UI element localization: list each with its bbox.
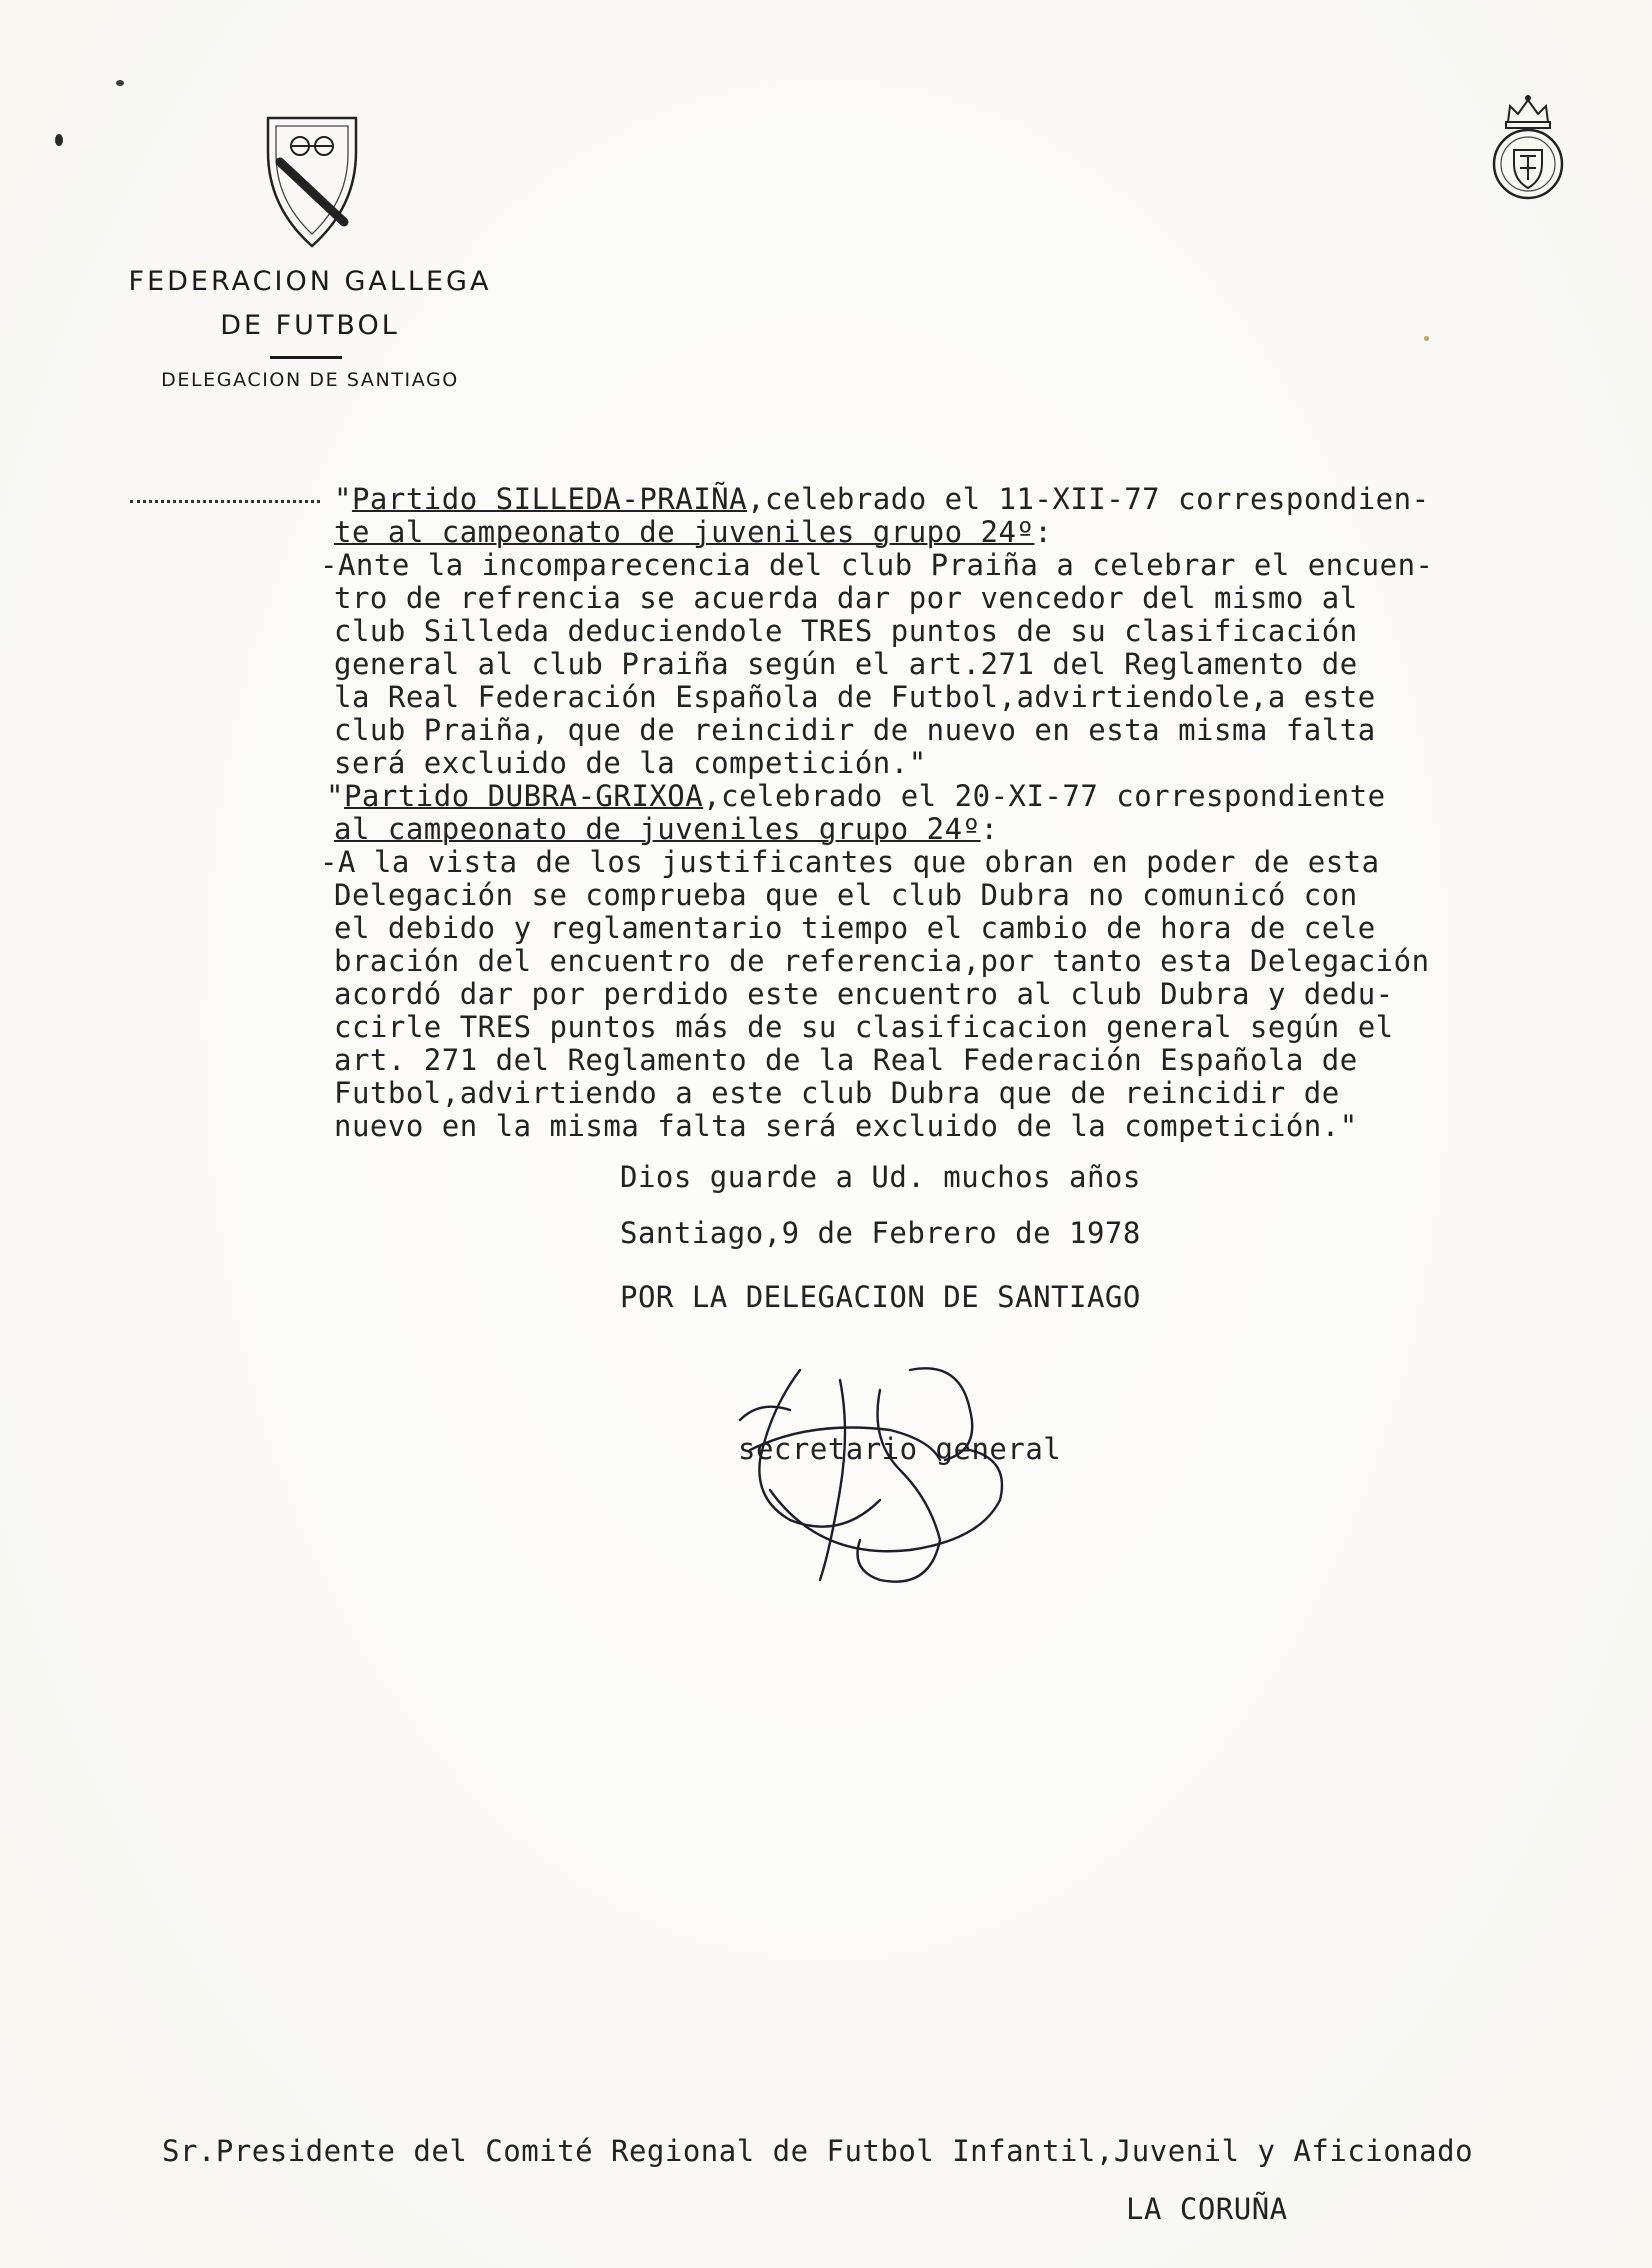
match-title-dubra-grixoa: Partido DUBRA-GRIXOA bbox=[343, 779, 704, 813]
organization-name-continued: DE FUTBOL bbox=[220, 310, 400, 341]
body-line: club Praiña, que de reincidir de nuevo en esta misma falta bbox=[334, 713, 1376, 747]
closing-salutation: Dios guarde a Ud. muchos años bbox=[620, 1160, 1141, 1194]
place-and-date: Santiago,9 de Febrero de 1978 bbox=[620, 1216, 1141, 1250]
ink-speck bbox=[116, 80, 124, 86]
body-line: el debido y reglamentario tiempo el cambio de hora de cele bbox=[334, 911, 1376, 945]
body-line: bración del encuentro de referencia,por tanto esta Delegación bbox=[334, 944, 1430, 978]
handwritten-signature bbox=[730, 1350, 1060, 1600]
delegation-name: DELEGACION DE SANTIAGO bbox=[161, 369, 459, 391]
on-behalf-line: POR LA DELEGACION DE SANTIAGO bbox=[620, 1280, 1141, 1314]
para2-subheading-line: al campeonato de juveniles grupo 24º: bbox=[334, 812, 999, 846]
body-line: será excluido de la competición." bbox=[334, 746, 927, 780]
ink-speck bbox=[55, 134, 63, 146]
body-line: Delegación se comprueba que el club Dubra no comunicó con bbox=[334, 878, 1358, 912]
body-line: club Silleda deduciendole TRES puntos de su clasificación bbox=[334, 614, 1358, 648]
addressee-city: LA CORUÑA bbox=[1126, 2192, 1288, 2226]
body-line: -A la vista de los justificantes que obran en poder de esta bbox=[320, 845, 1380, 879]
body-line: ccirle TRES puntos más de su clasificacion general según el bbox=[334, 1010, 1394, 1044]
body-line: general al club Praiña según el art.271 del Reglamento de bbox=[334, 647, 1358, 681]
para2-heading-line: "Partido DUBRA-GRIXOA,celebrado el 20-XI-77 correspondiente bbox=[326, 779, 1386, 813]
shield-crest-icon bbox=[262, 112, 362, 252]
para1-subheading-line: te al campeonato de juveniles grupo 24º: bbox=[334, 515, 1053, 549]
body-line: -Ante la incomparecencia del club Praiña a celebrar el encuen- bbox=[320, 548, 1434, 582]
signatory-title: secretario general bbox=[738, 1432, 1062, 1466]
body-line: acordó dar por perdido este encuentro al club Dubra y dedu- bbox=[334, 977, 1394, 1011]
letter-body bbox=[320, 482, 1574, 1143]
addressee-line: Sr.Presidente del Comité Regional de Futbol Infantil,Juvenil y Aficionado bbox=[162, 2134, 1474, 2168]
body-line: la Real Federación Española de Futbol,advirtiendole,a este bbox=[334, 680, 1376, 714]
body-line: Futbol,advirtiendo a este club Dubra que de reincidir de bbox=[334, 1076, 1340, 1110]
letterhead-divider bbox=[270, 356, 342, 359]
organization-name: FEDERACION GALLEGA bbox=[128, 266, 492, 297]
para1-heading-line: "Partido SILLEDA-PRAIÑA,celebrado el 11-XII-77 correspondien- bbox=[334, 482, 1430, 516]
ink-speck bbox=[1424, 336, 1429, 341]
leading-dash-rule bbox=[130, 500, 320, 505]
match-title-silleda-praina: Partido SILLEDA-PRAIÑA bbox=[351, 482, 748, 516]
body-line: nuevo en la misma falta será excluido de la competición." bbox=[334, 1109, 1358, 1143]
body-line: art. 271 del Reglamento de la Real Federación Española de bbox=[334, 1043, 1358, 1077]
body-line: tro de refrencia se acuerda dar por vencedor del mismo al bbox=[334, 581, 1358, 615]
royal-crown-crest-icon bbox=[1488, 92, 1568, 204]
